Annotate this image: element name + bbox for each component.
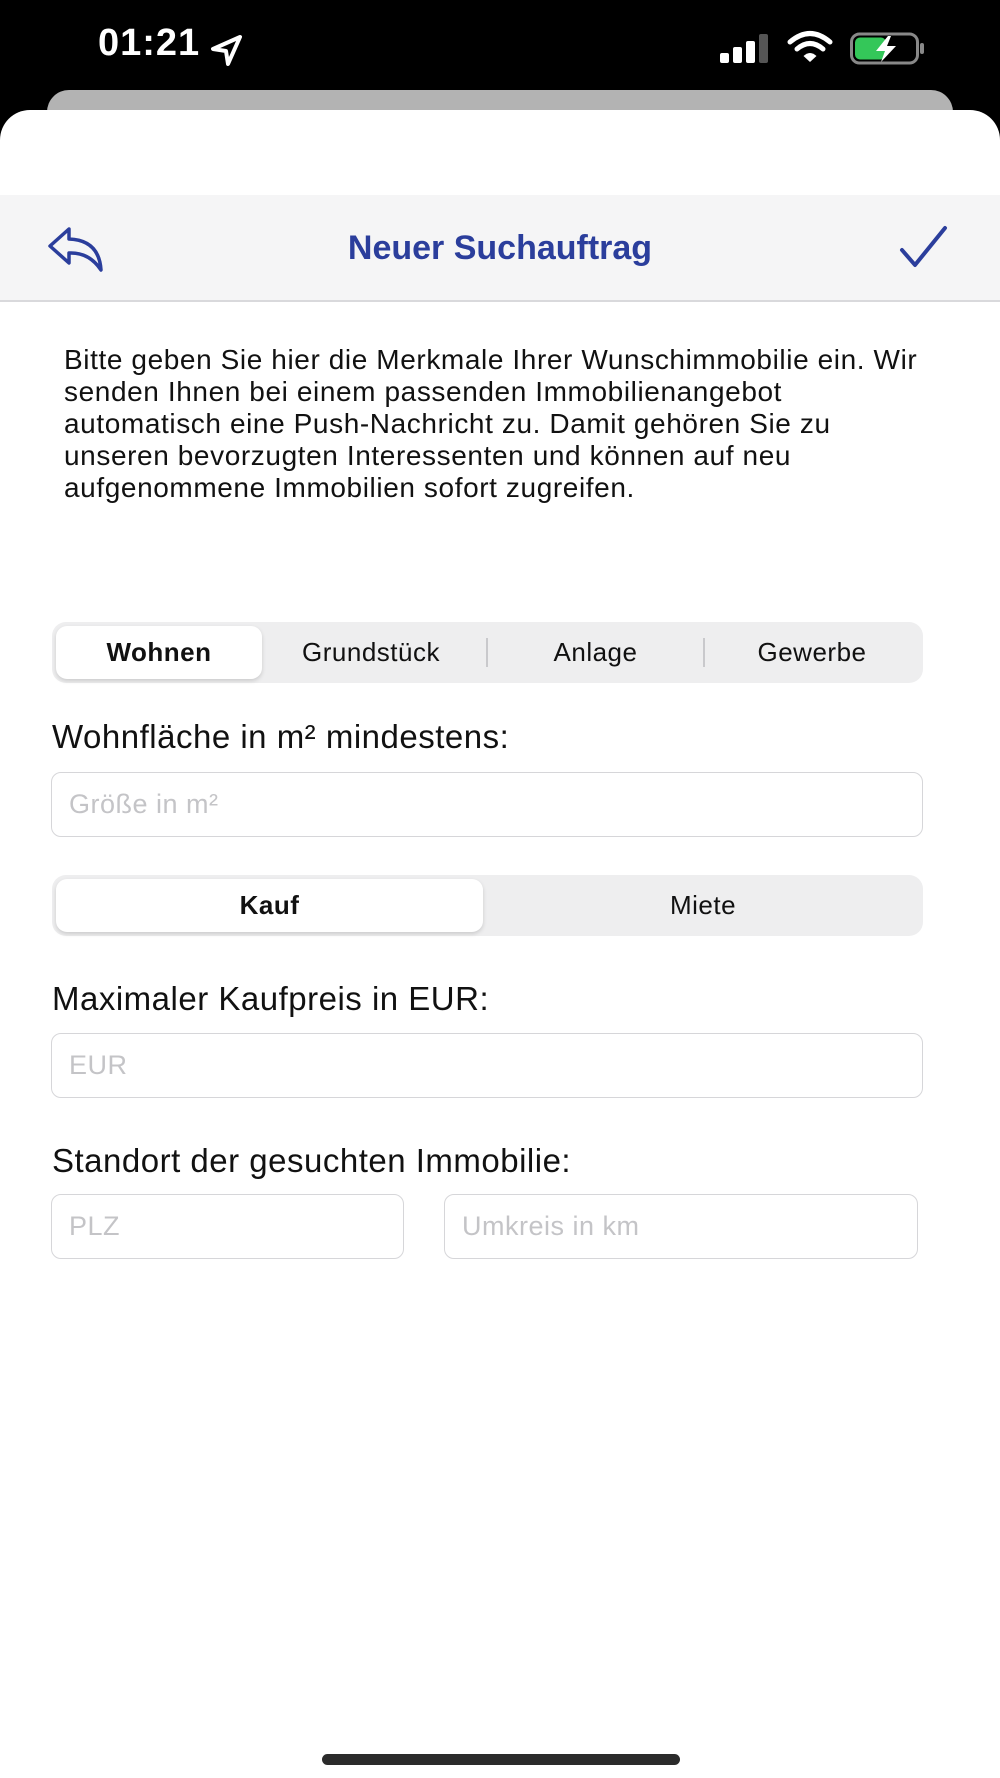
area-label: Wohnfläche in m² mindestens:: [52, 718, 510, 755]
status-bar: [0, 0, 1000, 100]
location-label: Standort der gesuchten Immobilie:: [52, 1142, 572, 1179]
status-time: 01:21: [98, 22, 201, 64]
checkmark-icon[interactable]: [898, 223, 950, 271]
battery-charging-icon: [850, 32, 926, 66]
price-input[interactable]: EUR: [51, 1033, 923, 1098]
segment-grundstueck[interactable]: Grundstück: [302, 637, 440, 667]
cellular-signal-icon: [720, 34, 772, 64]
search-order-sheet: [0, 110, 1000, 1778]
segment-miete[interactable]: Miete: [669, 890, 737, 920]
radius-input[interactable]: Umkreis in km: [444, 1194, 918, 1259]
segment-wohnen[interactable]: Wohnen: [56, 626, 262, 679]
property-type-segmented-control: [52, 622, 923, 683]
home-indicator: [322, 1754, 680, 1765]
deal-type-segmented-control: [52, 875, 923, 936]
location-arrow-icon: [210, 34, 244, 68]
intro-text: Bitte geben Sie hier die Merkmale Ihrer Wunschimmobilie ein. Wir senden Ihnen bei einem passenden Immobilienangebot automatisch eine Push-Nachricht zu. Damit gehören Sie zu unseren bevorzugten Interessenten und können auf neu aufgenommene Immobilien sofort zugreifen.: [64, 344, 918, 503]
segment-gewerbe[interactable]: Gewerbe: [757, 637, 867, 667]
zip-input[interactable]: PLZ: [51, 1194, 404, 1259]
price-label: Maximaler Kaufpreis in EUR:: [52, 980, 490, 1017]
page-title: Neuer Suchauftrag: [347, 229, 653, 267]
navigation-bar: [0, 195, 1000, 302]
wifi-icon: [787, 30, 833, 64]
segment-anlage[interactable]: Anlage: [553, 637, 638, 667]
area-input[interactable]: Größe in m²: [51, 772, 923, 837]
segment-kauf[interactable]: Kauf: [56, 879, 483, 932]
